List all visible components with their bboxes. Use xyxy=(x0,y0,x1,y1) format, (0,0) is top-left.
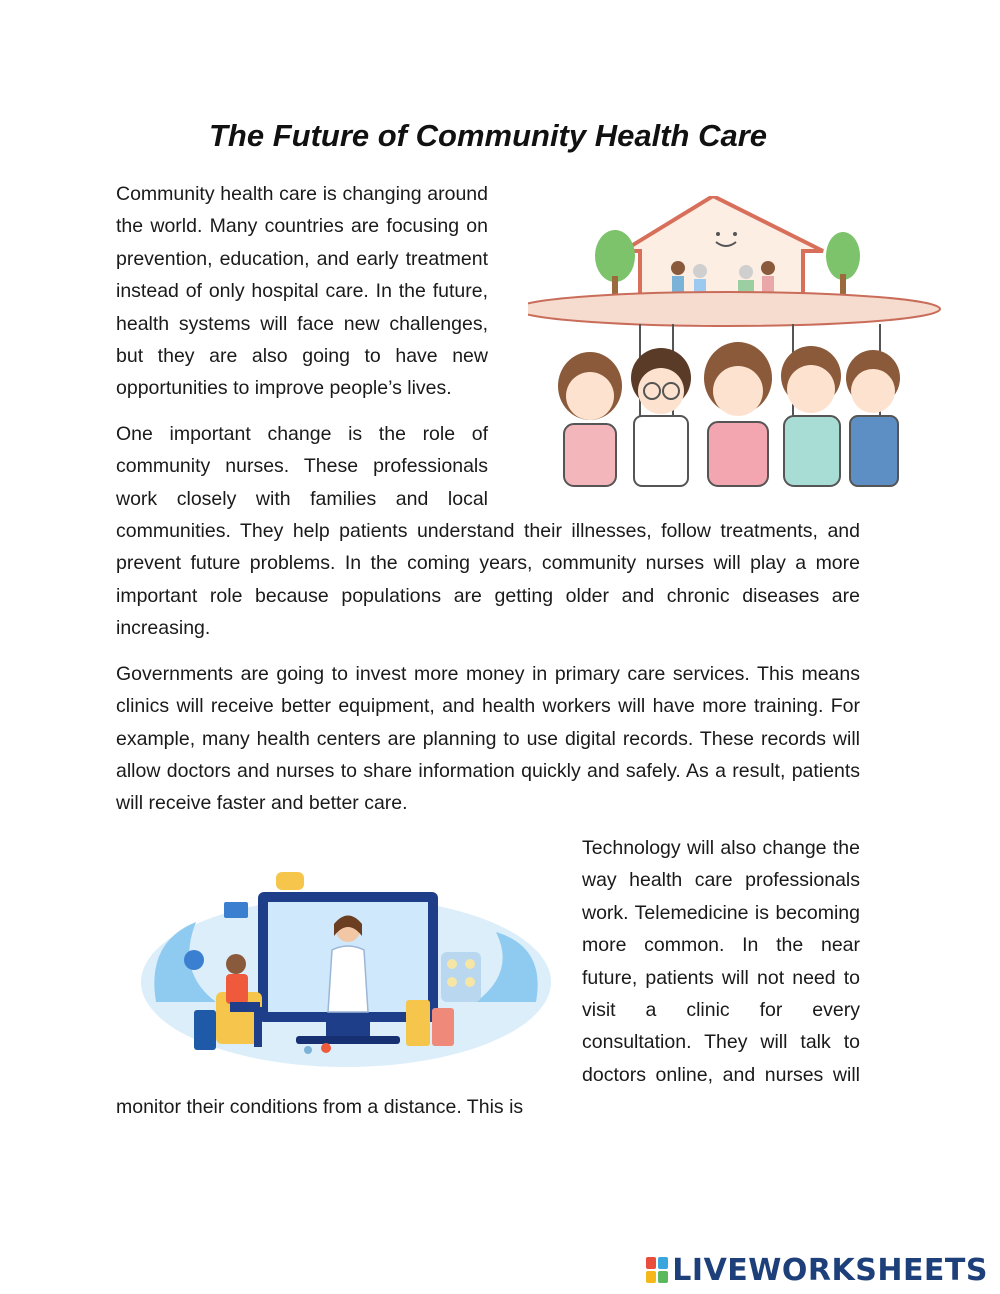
text-column-bottom xyxy=(116,832,860,1137)
brand-name: LIVEWORKSHEETS xyxy=(672,1252,988,1288)
community-illustration xyxy=(488,178,860,496)
telemedicine-illustration xyxy=(116,832,582,1090)
paragraph-4: Technology will also change the way health care professionals work. Telemedicine is becoming more common. In the near future, patients will not need to visit a clinic for every consultation. They will talk to doctors online, and nurses will monitor their conditions from a distance. This is xyxy=(116,837,860,1119)
liveworksheets-brand[interactable] xyxy=(646,1252,988,1288)
brand-logo-tile xyxy=(658,1271,668,1283)
paragraph-1: Community health care is changing around the world. Many countries are focusing on prevention, education, and early treatment instead of only hospital care. In the future, health systems will face new challenges, but they are also going to have new opportunities to improve people’s lives. xyxy=(116,183,488,400)
brand-logo-tile xyxy=(646,1257,656,1269)
text-column-top xyxy=(116,178,860,833)
brand-logo-tile xyxy=(658,1257,668,1269)
page-title: The Future of Community Health Care xyxy=(208,118,768,153)
paragraph-2: One important change is the role of community nurses. These professionals work closely with families and local communities. They help patients understand their illnesses, follow treatments, and prevent future problems. In the coming years, community nurses will play a more important role because populations are getting older and chronic diseases are increasing. xyxy=(116,422,860,640)
brand-logo-tile xyxy=(646,1271,656,1283)
paragraph-3: Governments are going to invest more money in primary care services. This means clinics will receive better equipment, and health workers will have more training. For example, many health centers are planning to use digital records. These records will allow doctors and nurses to share information quickly and safely. As a result, patients will receive faster and better care. xyxy=(116,662,860,815)
brand-logo-icon xyxy=(646,1257,668,1283)
